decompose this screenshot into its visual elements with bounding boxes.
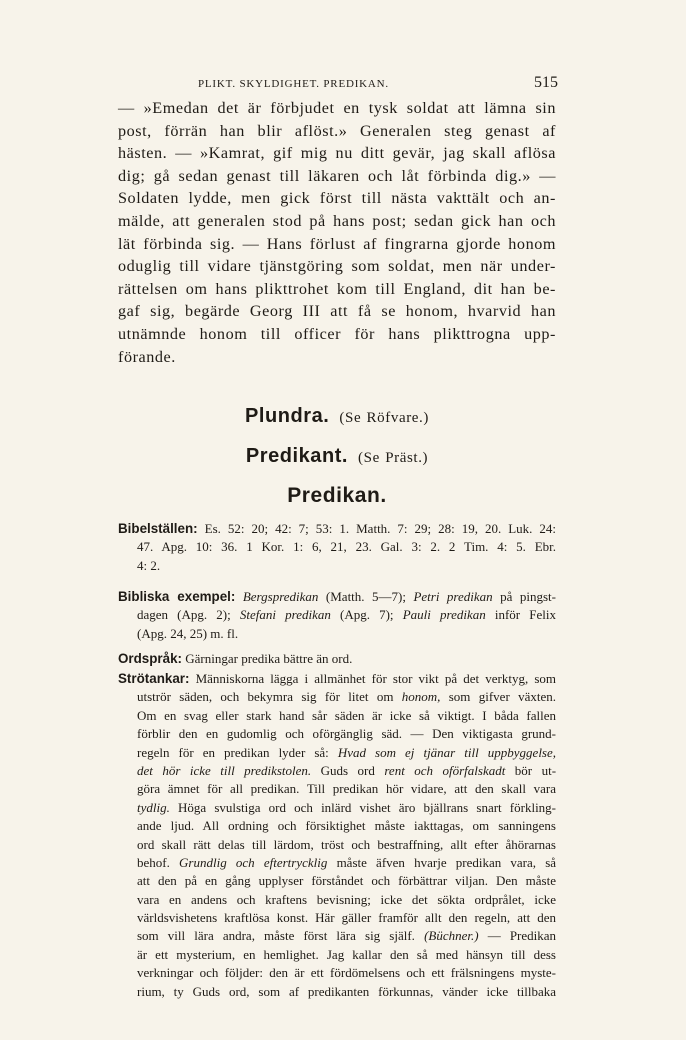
strotankar-text: ord skall rätt delas till lärdom, tröst och bestraffning, allt efter åhörarnas <box>137 836 556 852</box>
strotankar-text: är ett mysterium, en hemlighet. Jag kallar den så med hänsyn till dess <box>137 946 556 962</box>
text-line: förande. <box>118 347 176 366</box>
strotankar-text: Om en svag eller stark hand sår säden är icke så viktigt. I båda fallen <box>137 707 556 723</box>
ordsprak-block <box>118 650 556 668</box>
strotankar-text: Guds ord <box>320 762 375 778</box>
strotankar-text: att den på en gång upplyser förståndet och förbättrar viljan. Den måste <box>137 873 556 889</box>
strotankar-italic: tydlig. <box>137 799 170 815</box>
strotankar-italic: Hvad som ej tjänar till uppbyggelse, <box>337 744 557 760</box>
text-line: mälde, att generalen stod på hans post; sedan gick han och <box>118 211 556 230</box>
narrative-paragraph <box>118 97 556 507</box>
bibelstallen-text: 47. Apg. 10: 36. 1 Kor. 1: 6, 21, 23. Gal. 3: 2. 2 Tim. 4: 5. Ebr. <box>137 539 556 555</box>
bibelstallen-text: 4: 2. <box>137 557 161 573</box>
strotankar-italic: (Büchner.) <box>424 928 479 944</box>
running-head: PLIKT. SKYLDIGHET. PREDIKAN. <box>198 78 389 90</box>
strotankar-text: vara en andens och kraftens bevisning; icke det sökta ordprålet, icke <box>137 891 556 907</box>
exempel-label: Bibliska exempel: <box>118 589 236 604</box>
ordsprak-label: Ordspråk: <box>118 651 182 666</box>
page-header <box>118 74 558 94</box>
strotankar-italic: Grundlig och eftertrycklig <box>179 854 328 870</box>
exempel-text: inför Felix <box>494 607 556 623</box>
strotankar-italic: det hör icke till predikstolen. <box>137 762 312 778</box>
text-line: gaf sig, begärde Georg III att få se honom, hvarvid han <box>118 302 556 321</box>
strotankar-text: måste äfven hvarje predikan vara, så <box>336 854 557 870</box>
cross-ref-target: (Se Präst.) <box>358 450 429 466</box>
exempel-italic: Pauli predikan <box>402 607 486 623</box>
text-line: lät förbinda sig. — Hans förlust af fingrarna gjorde honom <box>118 234 556 253</box>
text-line: hästen. — »Kamrat, gif mig nu ditt gevär, jag skall aflösa <box>118 144 556 163</box>
strotankar-text: behof. <box>137 854 170 870</box>
text-line: oduglig till vidare tjänstgöring som soldat, men när under- <box>118 257 556 276</box>
strotankar-text: som gifver växten. <box>448 689 557 705</box>
entry-heading: Predikan. <box>287 484 387 507</box>
strotankar-italic: honom, <box>401 689 441 705</box>
strotankar-text: verkningar och följder: den är ett fördömelsens och ett frälsningens myste- <box>137 965 556 981</box>
page-number: 515 <box>534 74 558 91</box>
cross-ref-target: (Se Röfvare.) <box>339 410 430 426</box>
strotankar-italic: rent och oförfalskadt <box>384 762 506 778</box>
text-line: — »Emedan det är förbjudet en tysk soldat att lämna sin <box>118 99 556 117</box>
strotankar-text: ande ljud. All ordning och försiktighet måste iakttagas, om sanningens <box>137 818 556 834</box>
text-line: post, förrän han blir aflöst.» Generalen steg genast af <box>118 121 556 140</box>
exempel-italic: Petri predikan <box>413 589 493 604</box>
strotankar-text: förblir den en gudomlig och oförgänglig säd. — Den viktigasta grund- <box>137 726 556 742</box>
exempel-text: dagen (Apg. 2); <box>137 607 231 623</box>
exempel-text: (Apg. 24, 25) m. fl. <box>137 625 239 641</box>
bibelstallen-label: Bibelställen: <box>118 521 198 536</box>
strotankar-text: göra ämnet för all predikan. Till predikan hör vidare, att den skall vara <box>137 781 556 797</box>
exempel-text: (Matth. 5—7); <box>325 589 406 604</box>
bibelstallen-text: Es. 52: 20; 42: 7; 53: 1. Matth. 7: 29; 28: 19, 20. Luk. 24: <box>204 521 557 536</box>
strotankar-text: Höga svulstiga ord och inlärd vishet äro bjällrans snart förkling- <box>178 799 557 815</box>
exempel-block <box>118 588 556 643</box>
strotankar-text: Människorna lägga i allmänhet för stor vikt på det verktyg, som <box>195 671 556 686</box>
exempel-italic: Bergspredikan <box>242 589 319 604</box>
strotankar-text: — Predikan <box>487 928 557 944</box>
strotankar-text: som vill lära andra, måste först lära sig själf. <box>137 928 415 944</box>
strotankar-text: rium, ty Guds ord, som af predikanten förkunnas, vänder icke tillbaka <box>137 983 556 999</box>
cross-ref-term: Plundra. <box>244 405 330 427</box>
ordsprak-text: Gärningar predika bättre än ord. <box>185 651 353 666</box>
exempel-text: (Apg. 7); <box>340 607 394 623</box>
exempel-italic: Stefani predikan <box>239 607 331 623</box>
cross-reference <box>118 405 556 430</box>
cross-ref-term: Predikant. <box>245 445 349 467</box>
exempel-text: på pingst- <box>500 589 557 604</box>
text-line: rättelsen om hans plikttrohet kom till England, dit han be- <box>118 279 556 298</box>
text-line: utnämnde honom till officer för hans plikttrogna upp- <box>118 324 556 343</box>
strotankar-text: utströr säden, och bekymra sig för litet om <box>137 689 394 705</box>
strotankar-text: regeln för en predikan lyder så: <box>137 744 329 760</box>
strotankar-text: bör ut- <box>514 762 557 778</box>
cross-reference <box>118 445 556 470</box>
text-line: Soldaten lydde, men gick först till nästa vakttält och an- <box>118 189 556 208</box>
strotankar-block <box>118 670 556 1001</box>
bibelstallen-block <box>118 520 556 575</box>
strotankar-label: Strötankar: <box>118 671 190 686</box>
strotankar-text: världsvishetens kraftlösa konst. Här gäller framför allt den regeln, att den <box>137 910 556 926</box>
text-line: dig; gå sedan genast till läkaren och låt förbinda dig.» — <box>118 166 556 185</box>
